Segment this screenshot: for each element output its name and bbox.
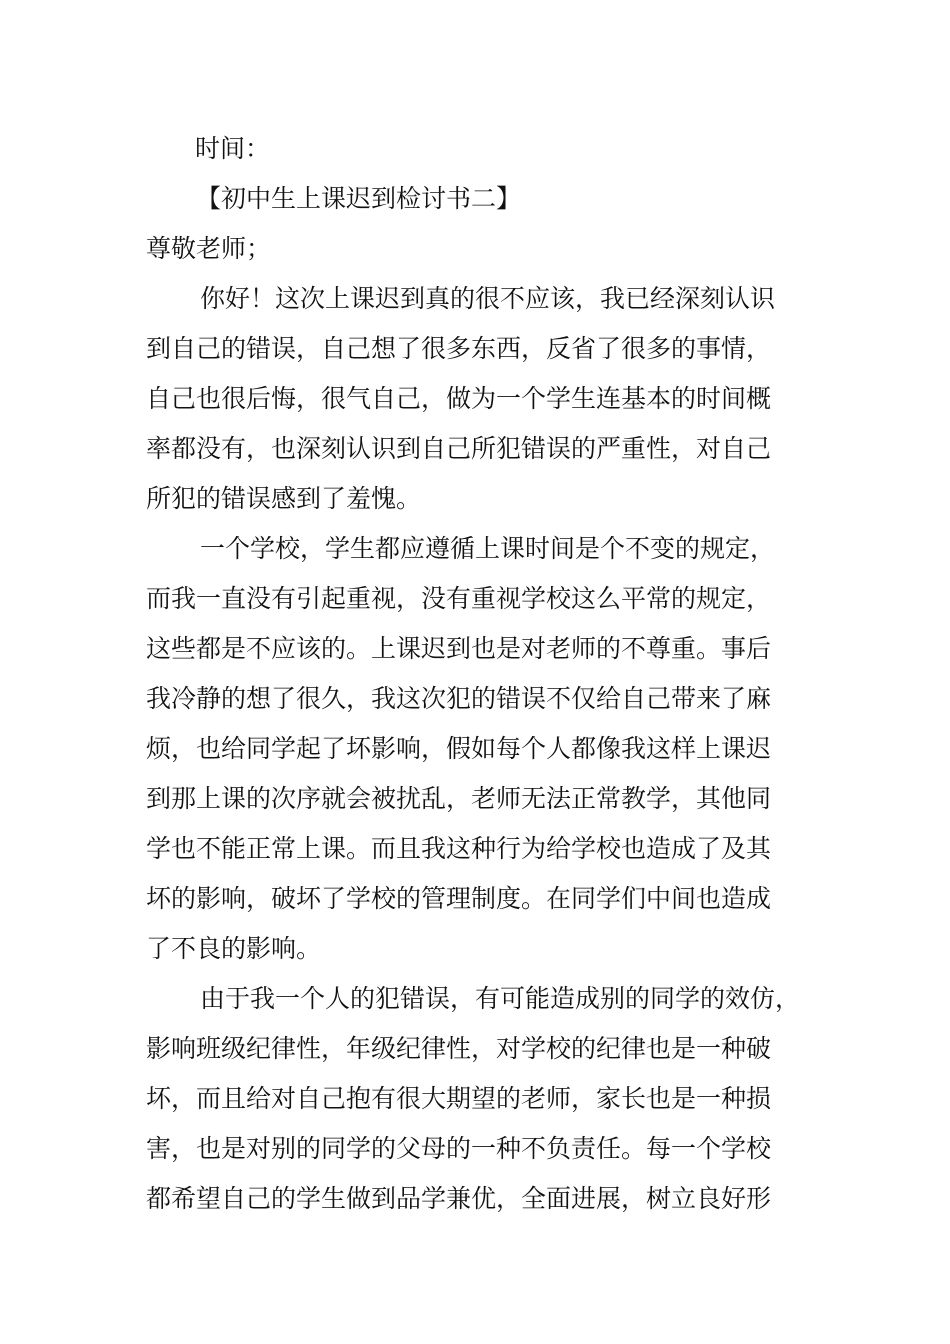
paragraph-3-line-1: 由于我一个人的犯错误，有可能造成别的同学的效仿， xyxy=(200,984,801,1013)
paragraph-3-line-3: 坏，而且给对自己抱有很大期望的老师，家长也是一种损 xyxy=(146,1084,772,1113)
paragraph-3-line-5: 都希望自己的学生做到品学兼优，全面进展，树立良好形 xyxy=(146,1184,772,1213)
salutation: 尊敬老师； xyxy=(146,234,272,263)
paragraph-3-line-4: 害，也是对别的同学的父母的一种不负责任。每一个学校 xyxy=(146,1134,772,1163)
paragraph-1-line-2: 到自己的错误，自己想了很多东西，反省了很多的事情， xyxy=(146,334,772,363)
paragraph-1-line-1: 你好！这次上课迟到真的很不应该，我已经深刻认识 xyxy=(200,284,776,313)
paragraph-2-line-9: 了不良的影响。 xyxy=(146,934,322,963)
paragraph-2-line-8: 坏的影响，破坏了学校的管理制度。在同学们中间也造成 xyxy=(146,884,772,913)
section-heading: 【初中生上课迟到检讨书二】 xyxy=(196,184,522,213)
paragraph-1-line-3: 自己也很后悔，很气自己，做为一个学生连基本的时间概 xyxy=(146,384,772,413)
paragraph-3-line-2: 影响班级纪律性，年级纪律性，对学校的纪律也是一种破 xyxy=(146,1034,772,1063)
time-label: 时间： xyxy=(195,134,271,163)
paragraph-2-line-1: 一个学校，学生都应遵循上课时间是个不变的规定， xyxy=(200,534,776,563)
paragraph-1-line-5: 所犯的错误感到了羞愧。 xyxy=(146,484,422,513)
paragraph-2-line-7: 学也不能正常上课。而且我这种行为给学校也造成了及其 xyxy=(146,834,772,863)
paragraph-1-line-4: 率都没有，也深刻认识到自己所犯错误的严重性，对自己 xyxy=(146,434,772,463)
paragraph-2-line-4: 我冷静的想了很久，我这次犯的错误不仅给自己带来了麻 xyxy=(146,684,772,713)
paragraph-2-line-5: 烦，也给同学起了坏影响，假如每个人都像我这样上课迟 xyxy=(146,734,772,763)
paragraph-2-line-3: 这些都是不应该的。上课迟到也是对老师的不尊重。事后 xyxy=(146,634,772,663)
paragraph-2-line-2: 而我一直没有引起重视，没有重视学校这么平常的规定， xyxy=(146,584,772,613)
paragraph-2-line-6: 到那上课的次序就会被扰乱，老师无法正常教学，其他同 xyxy=(146,784,772,813)
